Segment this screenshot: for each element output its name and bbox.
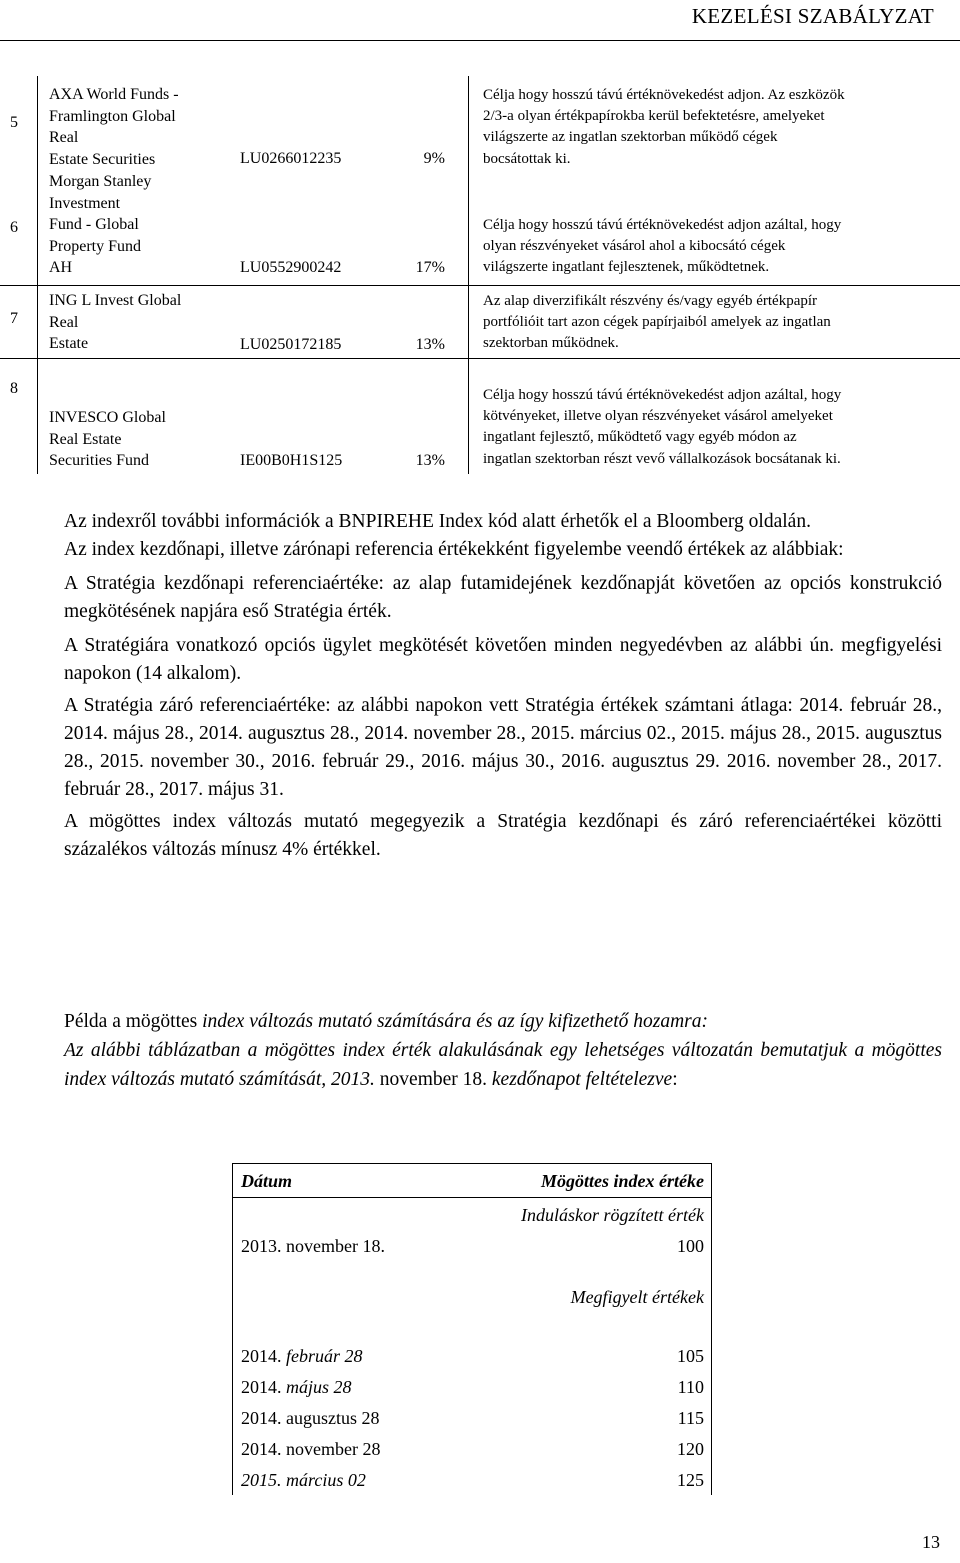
- table-header-rule: [232, 1197, 712, 1198]
- fund-name: Morgan Stanley Investment Fund - Global Property Fund AH: [49, 173, 152, 276]
- fund-isin: IE00B0H1S125: [240, 452, 343, 469]
- example-section: [64, 1007, 942, 1094]
- fund-weight: 17%: [415, 259, 445, 276]
- table-border: [232, 1163, 712, 1164]
- fund-number: 8: [10, 380, 18, 397]
- paragraph-observation: A Stratégiára vonatkozó opciós ügylet megkötését követően minden negyedévben az alábbi ún. megfigyelési napokon (14 alkalom).: [64, 635, 942, 684]
- column-divider: [37, 76, 38, 474]
- fund-isin: LU0552900242: [240, 259, 342, 276]
- index-value-table: [232, 1163, 712, 1495]
- table-row-value: 115: [677, 1408, 704, 1428]
- header-rule: [0, 40, 960, 41]
- column-header-date: Dátum: [241, 1171, 293, 1191]
- paragraph-start-reference: A Stratégia kezdőnapi referenciaértéke: az alap futamidejének kezdőnapját követően az opciós konstrukció megkötésének napjára eső Stratégia érték.: [64, 573, 942, 622]
- fund-name: AXA World Funds - Framlington Global Real Estate Securities: [49, 86, 179, 168]
- example-heading: Példa a mögöttes index változás mutató számítására és az így kifizethető hozamra:: [64, 1011, 708, 1032]
- fund-description: Célja hogy hosszú távú értéknövekedést adjon. Az eszközök 2/3-a olyan értékpapírokba kerül befektetésre, amelyeket világszerte az ingatlan szektorban működő cégek bocsátottak ki.: [483, 87, 845, 167]
- fund-number: 6: [10, 219, 18, 236]
- example-intro: Az alábbi táblázatban a mögöttes index érték alakulásának egy lehetséges változatán bemutatjuk a mögöttes index változás mutató számítását, 2013. november 18. kezdőnapot feltételezve:: [64, 1040, 942, 1090]
- table-row-value: 120: [677, 1439, 704, 1459]
- fund-description: Az alap diverzifikált részvény és/vagy egyéb értékpapír portfólióit tart azon cégek papírjaiból amelyek az ingatlan szektorban működnek.: [483, 293, 831, 352]
- fund-number: 5: [10, 114, 18, 131]
- fund-weight: 13%: [415, 452, 445, 469]
- start-value: 100: [677, 1236, 704, 1256]
- fund-name: ING L Invest Global Real Estate: [49, 292, 182, 352]
- body-text: [64, 508, 942, 864]
- table-row-date: 2014. augusztus 28: [241, 1408, 380, 1428]
- table-row-date: 2014. november 28: [241, 1439, 381, 1459]
- paragraph-index-change: A mögöttes index változás mutató megegyezik a Stratégia kezdőnapi és záró referenciaértékei közötti százalékos változás mínusz 4% értékkel.: [64, 811, 942, 860]
- fund-weight: 13%: [415, 336, 445, 353]
- table-row-date: 2015. március 02: [241, 1470, 366, 1490]
- row-divider: [0, 358, 960, 359]
- paragraph-reference-values: Az index kezdőnapi, illetve zárónapi referencia értékekként figyelembe veendő értékek az alábbiak:: [64, 539, 844, 560]
- start-date: 2013. november 18.: [241, 1236, 385, 1256]
- column-divider: [468, 76, 469, 474]
- fund-name: INVESCO Global Real Estate Securities Fund: [49, 409, 166, 469]
- fund-isin: LU0250172185: [240, 336, 342, 353]
- table-row-value: 125: [677, 1470, 704, 1490]
- table-row-date: 2014. február 28: [241, 1346, 363, 1366]
- fund-description: Célja hogy hosszú távú értéknövekedést adjon azáltal, hogy olyan részvényeket vásárol ahol a kibocsátó cégek világszerte ingatlant fejlesztenek, működtetnek.: [483, 217, 842, 276]
- observed-values-label: Megfigyelt értékek: [570, 1287, 704, 1307]
- table-border: [232, 1163, 233, 1495]
- table-border: [711, 1163, 712, 1495]
- paragraph-closing-reference: A Stratégia záró referenciaértéke: az alábbi napokon vett Stratégia értékek számtani átlaga: 2014. február 28., 2014. május 28., 2014. augusztus 28., 2014. november 28., 2015. március 02., 2015. május 28., 2015. augusztus 28., 2015. november 30., 2016. február 29., 2016. május 30., 2016. augusztus 29. 2016. november 28., 2017. február 28., 2017. május 31.: [64, 695, 942, 800]
- fund-description: Célja hogy hosszú távú értéknövekedést adjon azáltal, hogy kötvényeket, illetve olyan részvényeket vásárol amelyeket ingatlant fejlesztő, működtető vagy egyéb módon az ingatlan szektorban részt vevő vállalkozások bocsátanak ki.: [483, 387, 842, 467]
- table-row-value: 110: [677, 1377, 704, 1397]
- page-number: 13: [922, 1532, 940, 1552]
- table-row-value: 105: [677, 1346, 704, 1366]
- fund-isin: LU0266012235: [240, 150, 342, 167]
- table-row-date: 2014. május 28: [241, 1377, 352, 1397]
- document-title: KEZELÉSI SZABÁLYZAT: [691, 4, 934, 28]
- row-divider: [0, 285, 960, 286]
- fund-table: [0, 76, 960, 474]
- fund-number: 7: [10, 310, 18, 327]
- start-value-label: Induláskor rögzített érték: [521, 1205, 704, 1225]
- page-header: [0, 0, 960, 36]
- paragraph-index-info: Az indexről további információk a BNPIREHE Index kód alatt érhetők el a Bloomberg oldalán.: [64, 511, 811, 532]
- column-header-value: Mögöttes index értéke: [541, 1171, 704, 1191]
- fund-weight: 9%: [423, 150, 445, 167]
